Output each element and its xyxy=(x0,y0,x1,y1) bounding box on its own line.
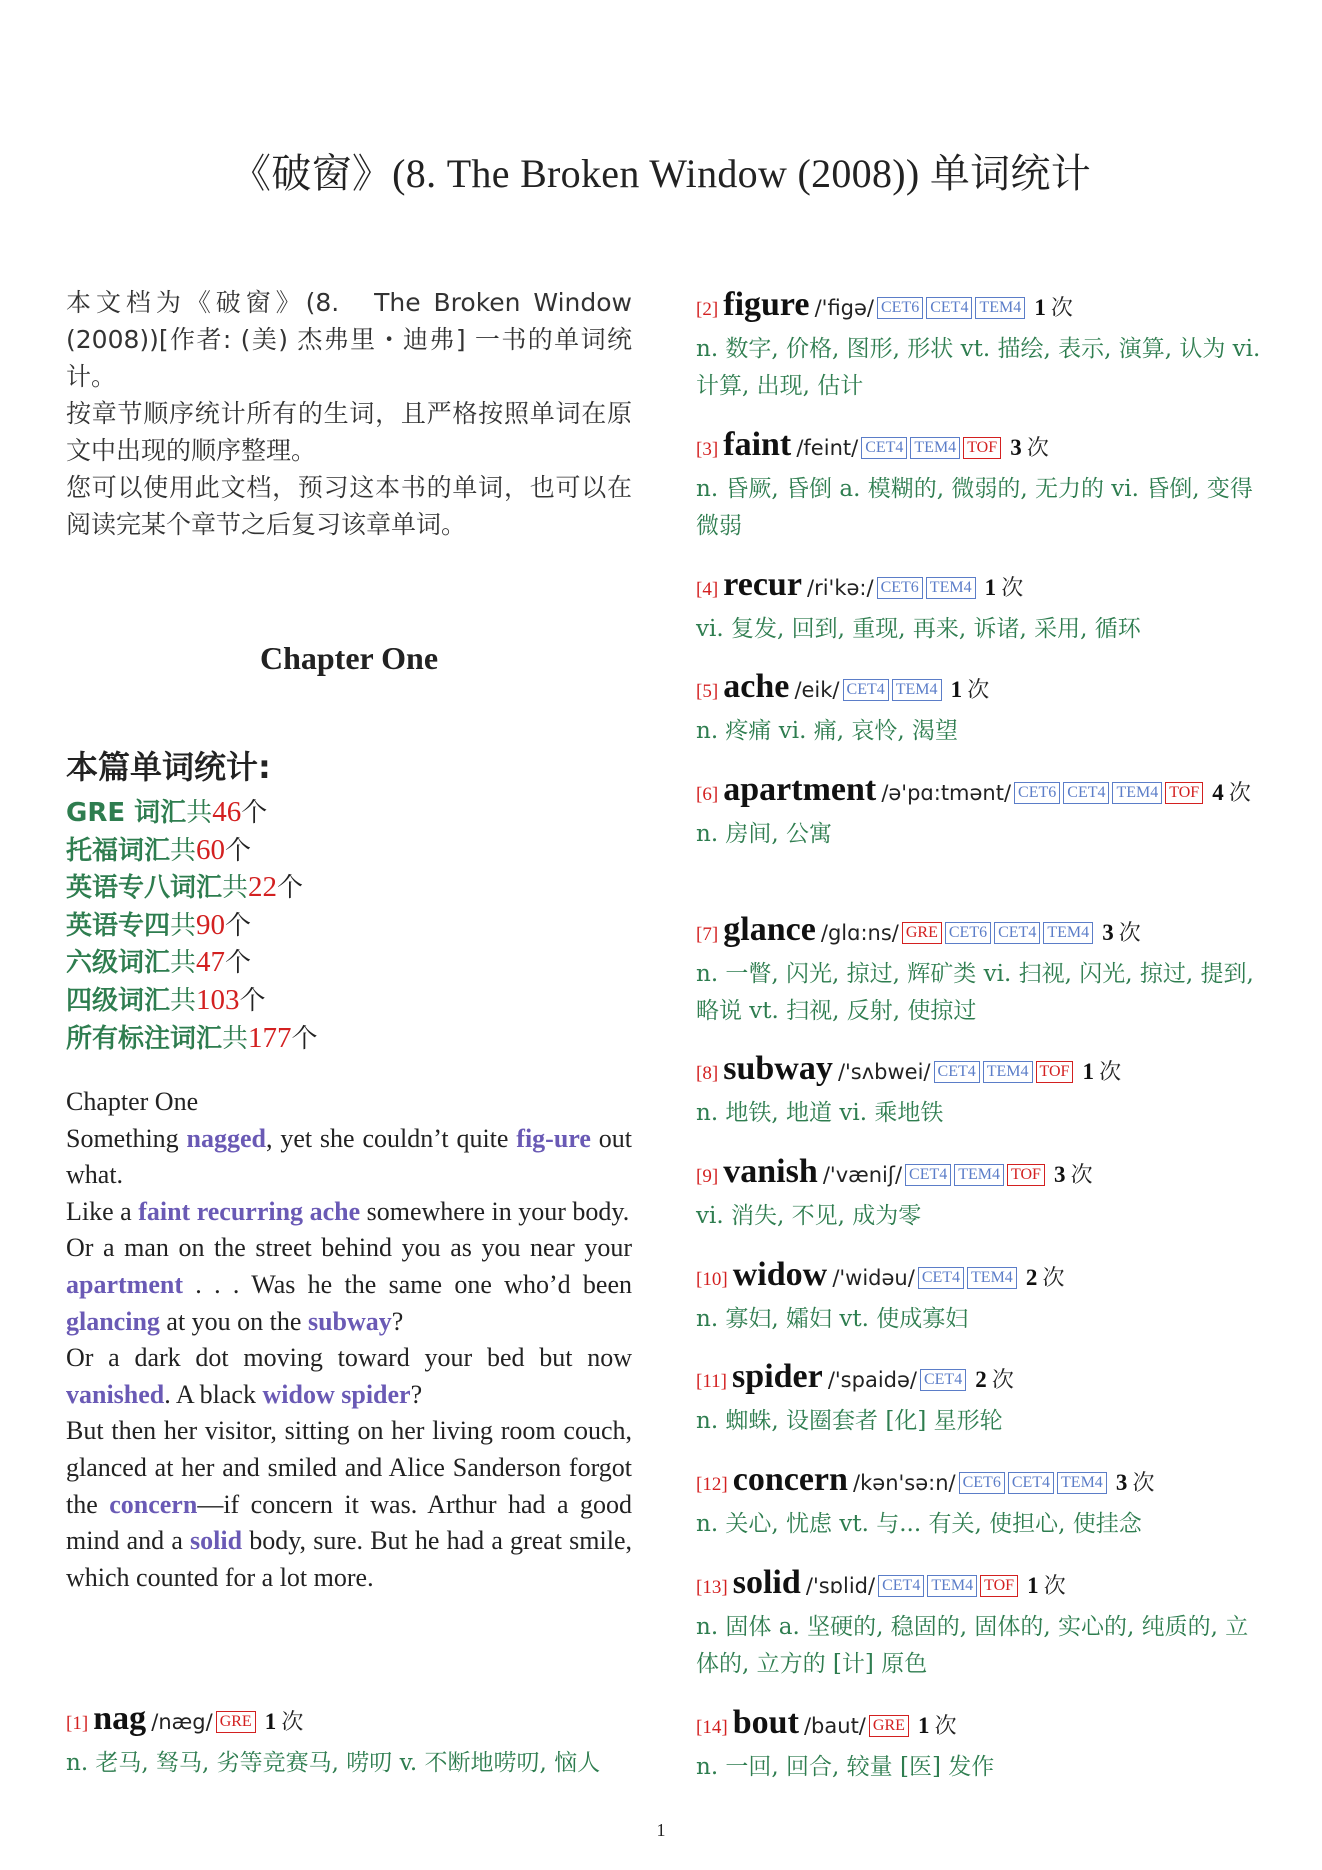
entry-count: 2 xyxy=(975,1367,987,1392)
vocab-entry xyxy=(696,1153,1266,1235)
highlight-word: ache xyxy=(309,1196,361,1226)
entry-phonetic: /kən'sə:n/ xyxy=(853,1471,956,1495)
entry-count-unit: 次 xyxy=(1099,1060,1122,1085)
entry-definition: n. 疼痛 vi. 痛, 哀怜, 渴望 xyxy=(696,718,958,744)
entry-index: [14] xyxy=(696,1717,728,1738)
entry-count-unit: 次 xyxy=(1132,1471,1155,1496)
stat-count: 46 xyxy=(212,796,242,828)
story-paragraph-3: Or a man on the street behind you as you near your apartment . . . Was he the same one who’d been glancing at you on the subway? xyxy=(66,1233,632,1336)
intro-paragraph-1: 本文档为《破窗》(8. The Broken Window (2008))[作者: (美) 杰弗里・迪弗] 一书的单词统计。 xyxy=(66,288,632,391)
entry-count: 3 xyxy=(1010,435,1022,460)
level-tag: CET4 xyxy=(878,1575,924,1597)
vocab-entry xyxy=(696,426,1266,545)
vocab-entry xyxy=(696,1461,1266,1543)
entry-count: 1 xyxy=(1027,1573,1039,1598)
stat-label: 所有标注词汇 xyxy=(66,1023,223,1054)
entry-word: subway xyxy=(723,1050,833,1087)
entry-definition: n. 固体 a. 坚硬的, 稳固的, 固体的, 实心的, 纯质的, 立体的, 立方的 [计] 原色 xyxy=(696,1614,1249,1677)
vocab-entry xyxy=(696,566,1266,648)
stat-suffix: 个 xyxy=(225,835,252,866)
stat-label: 英语专四 xyxy=(66,910,171,941)
vocab-entry xyxy=(696,286,1266,405)
highlight-word: solid xyxy=(190,1526,243,1556)
entry-phonetic: /eik/ xyxy=(794,678,840,702)
stat-suffix: 个 xyxy=(239,985,266,1016)
entry-count-unit: 次 xyxy=(281,1710,304,1735)
level-tag: CET4 xyxy=(918,1267,964,1289)
level-tag: TEM4 xyxy=(910,437,960,459)
entry-count: 3 xyxy=(1115,1470,1128,1495)
intro-paragraph-3: 您可以使用此文档，预习这本书的单词，也可以在阅读完某个章节之后复习该章单词。 xyxy=(66,473,632,539)
stat-count: 177 xyxy=(248,1021,292,1054)
stat-line xyxy=(66,982,632,1020)
entry-count: 1 xyxy=(1082,1059,1095,1084)
stat-count: 90 xyxy=(196,908,226,941)
entry-definition: n. 一瞥, 闪光, 掠过, 辉矿类 vi. 扫视, 闪光, 掠过, 提到, 略说 vt. 扫视, 反射, 使掠过 xyxy=(696,961,1254,1024)
level-tag: CET4 xyxy=(905,1164,951,1186)
stat-line xyxy=(66,832,632,870)
entry-count: 1 xyxy=(984,575,997,600)
stat-suffix: 个 xyxy=(291,1023,318,1054)
level-tag: CET6 xyxy=(1014,782,1060,804)
entry-word: solid xyxy=(732,1564,801,1601)
entry-index: [3] xyxy=(696,439,719,460)
entry-word: glance xyxy=(723,911,816,948)
vocab-entry xyxy=(696,1256,1266,1338)
level-tag: CET4 xyxy=(994,922,1040,944)
entry-phonetic: /feint/ xyxy=(796,436,859,460)
stat-label: 托福词汇 xyxy=(66,835,171,866)
entry-count-unit: 次 xyxy=(1026,436,1049,461)
level-tag: GRE xyxy=(869,1715,909,1737)
level-tag: CET4 xyxy=(920,1369,966,1391)
entry-count-unit: 次 xyxy=(1070,1163,1093,1188)
vocab-entry xyxy=(66,1700,636,1782)
highlight-word: recurring xyxy=(196,1196,304,1226)
intro-paragraph-2: 按章节顺序统计所有的生词，且严格按照单词在原文中出现的顺序整理。 xyxy=(66,399,632,465)
entry-count-unit: 次 xyxy=(1042,1266,1065,1291)
entry-phonetic: /'sɒlid/ xyxy=(805,1574,876,1598)
entry-phonetic: /baut/ xyxy=(803,1714,866,1738)
entry-count: 3 xyxy=(1102,920,1114,945)
entry-phonetic: /glɑ:ns/ xyxy=(820,921,899,945)
level-tag: TEM4 xyxy=(892,679,942,701)
level-tag: GRE xyxy=(216,1711,256,1733)
stat-count: 22 xyxy=(248,871,278,904)
entry-phonetic: /'figə/ xyxy=(814,296,874,320)
stat-line xyxy=(66,869,632,907)
stat-label: 四级词汇 xyxy=(66,985,171,1016)
level-tag: TEM4 xyxy=(967,1267,1017,1289)
stat-label: 六级词汇 xyxy=(66,948,171,979)
stat-line xyxy=(66,907,632,945)
story-paragraph-1: Something nagged, yet she couldn’t quite fig-ure out what. xyxy=(66,1123,632,1190)
entry-count-unit: 次 xyxy=(934,1714,957,1739)
entry-phonetic: /'spaidə/ xyxy=(827,1368,917,1392)
highlight-word: spider xyxy=(341,1379,411,1409)
entry-index: [4] xyxy=(696,579,719,600)
highlight-word: apartment xyxy=(66,1269,183,1299)
stat-mid: 共 xyxy=(170,985,197,1016)
entry-count: 1 xyxy=(1034,295,1046,320)
stat-suffix: 个 xyxy=(225,910,252,941)
chapter-heading: Chapter One xyxy=(259,640,439,676)
entry-count-unit: 次 xyxy=(991,1368,1014,1393)
entry-count: 4 xyxy=(1212,780,1224,805)
vocab-entry xyxy=(696,1564,1266,1683)
level-tag: TEM4 xyxy=(954,1164,1004,1186)
level-tag: CET6 xyxy=(877,577,923,599)
level-tag: TEM4 xyxy=(1043,922,1093,944)
level-tag: GRE xyxy=(902,922,942,944)
stat-count: 60 xyxy=(196,833,226,866)
highlight-word: nagged xyxy=(186,1123,266,1153)
entry-word: figure xyxy=(723,286,810,323)
page-number: 1 xyxy=(656,1820,666,1840)
level-tag: CET4 xyxy=(1008,1472,1054,1494)
stat-suffix: 个 xyxy=(277,873,304,904)
entry-definition: n. 数字, 价格, 图形, 形状 vt. 描绘, 表示, 演算, 认为 vi. 计算, 出现, 估计 xyxy=(696,336,1261,399)
entry-phonetic: /ə'pɑ:tmənt/ xyxy=(881,781,1012,805)
stats-heading: 本篇单词统计: xyxy=(66,748,271,786)
highlight-word: subway xyxy=(307,1306,392,1336)
entry-word: ache xyxy=(723,668,790,705)
highlight-word: vanished xyxy=(66,1379,165,1409)
stat-mid: 共 xyxy=(186,798,213,828)
entry-index: [10] xyxy=(696,1269,728,1290)
level-tag: CET4 xyxy=(1063,782,1109,804)
vocab-entry xyxy=(696,668,1266,750)
stat-mid: 共 xyxy=(170,948,197,979)
story-paragraph-4: Or a dark dot moving toward your bed but now vanished. A black widow spider? xyxy=(66,1343,632,1409)
entry-count-unit: 次 xyxy=(1001,576,1024,601)
entry-definition: n. 老马, 驽马, 劣等竞赛马, 唠叨 v. 不断地唠叨, 恼人 xyxy=(66,1750,601,1776)
stat-line xyxy=(66,794,632,832)
stat-label: 英语专八词汇 xyxy=(66,873,223,904)
story-paragraph-5: But then her visitor, sitting on her living room couch, glanced at her and smiled and Alice Sanderson forgot the concern—if concern it was. Arthur had a good mind and a solid body, sure. But he had a great smile, which counted for a lot more. xyxy=(66,1416,632,1592)
entry-definition: n. 寡妇, 孀妇 vt. 使成寡妇 xyxy=(696,1306,969,1332)
entry-count: 1 xyxy=(917,1713,930,1738)
vocab-entry xyxy=(696,1050,1266,1132)
level-tag: TOF xyxy=(980,1575,1018,1597)
story-text xyxy=(66,1084,632,1596)
page-title: 《破窗》(8. The Broken Window (2008)) 单词统计 xyxy=(230,151,1092,196)
entry-count-unit: 次 xyxy=(1043,1574,1066,1599)
stat-count: 47 xyxy=(196,946,226,979)
entry-definition: n. 地铁, 地道 vi. 乘地铁 xyxy=(696,1100,944,1126)
entry-word: vanish xyxy=(723,1153,818,1190)
entry-index: [12] xyxy=(696,1474,728,1495)
level-tag: CET4 xyxy=(861,437,907,459)
entry-index: [1] xyxy=(66,1713,89,1734)
stat-mid: 共 xyxy=(170,910,197,941)
level-tag: CET4 xyxy=(926,297,972,319)
highlight-word: faint xyxy=(138,1196,191,1226)
entry-count-unit: 次 xyxy=(1118,921,1141,946)
entry-count: 3 xyxy=(1054,1162,1066,1187)
entry-index: [8] xyxy=(696,1063,719,1084)
entry-count: 2 xyxy=(1025,1265,1038,1290)
word-stats xyxy=(66,742,632,1057)
vocab-entry xyxy=(696,1704,1266,1786)
entry-definition: vi. 消失, 不见, 成为零 xyxy=(696,1203,922,1229)
level-tag: TEM4 xyxy=(927,1575,977,1597)
level-tag: CET6 xyxy=(945,922,991,944)
entry-phonetic: /'widəu/ xyxy=(832,1266,915,1290)
entry-word: nag xyxy=(93,1700,147,1737)
entry-definition: n. 昏厥, 昏倒 a. 模糊的, 微弱的, 无力的 vi. 昏倒, 变得微弱 xyxy=(696,476,1253,539)
stat-suffix: 个 xyxy=(241,798,268,828)
entry-count: 1 xyxy=(264,1709,277,1734)
vocab-entry xyxy=(696,1358,1266,1440)
stat-mid: 共 xyxy=(222,873,249,904)
vocab-entry xyxy=(696,771,1266,853)
highlight-word: fig-ure xyxy=(516,1123,591,1153)
level-tag: CET6 xyxy=(959,1472,1005,1494)
entry-definition: n. 关心, 忧虑 vt. 与... 有关, 使担心, 使挂念 xyxy=(696,1511,1142,1537)
entry-definition: n. 房间, 公寓 xyxy=(696,821,833,847)
level-tag: TOF xyxy=(1036,1061,1074,1083)
entry-phonetic: /næg/ xyxy=(151,1710,213,1734)
entry-count-unit: 次 xyxy=(1228,781,1251,806)
stat-count: 103 xyxy=(196,983,240,1016)
level-tag: TEM4 xyxy=(975,297,1025,319)
story-chapter-line: Chapter One xyxy=(66,1087,199,1116)
level-tag: TEM4 xyxy=(1057,1472,1107,1494)
entry-count-unit: 次 xyxy=(967,678,990,703)
entry-index: [13] xyxy=(696,1577,728,1598)
entry-index: [5] xyxy=(696,681,719,702)
entry-definition: n. 蜘蛛, 设圈套者 [化] 星形轮 xyxy=(696,1408,1003,1434)
stat-mid: 共 xyxy=(170,835,197,866)
vocab-entry xyxy=(696,911,1266,1030)
entry-word: recur xyxy=(723,566,802,603)
stat-suffix: 个 xyxy=(225,948,252,979)
level-tag: TOF xyxy=(963,437,1001,459)
stat-line xyxy=(66,1020,632,1058)
entry-count: 1 xyxy=(950,677,963,702)
stat-mid: 共 xyxy=(222,1023,249,1054)
stat-line xyxy=(66,944,632,982)
level-tag: TEM4 xyxy=(983,1061,1033,1083)
level-tag: TEM4 xyxy=(1112,782,1162,804)
entry-word: concern xyxy=(732,1461,848,1498)
intro-block xyxy=(66,284,632,543)
level-tag: TOF xyxy=(1165,782,1203,804)
level-tag: CET4 xyxy=(843,679,889,701)
entry-index: [6] xyxy=(696,784,719,805)
highlight-word: concern xyxy=(109,1489,198,1519)
entry-index: [7] xyxy=(696,924,719,945)
entry-word: widow xyxy=(732,1256,828,1293)
entry-phonetic: /'væniʃ/ xyxy=(822,1163,903,1187)
level-tag: CET4 xyxy=(934,1061,980,1083)
entry-definition: vi. 复发, 回到, 重现, 再来, 诉诸, 采用, 循环 xyxy=(696,616,1141,642)
entry-phonetic: /ri'kə:/ xyxy=(807,576,874,600)
entry-word: faint xyxy=(723,426,792,463)
level-tag: TEM4 xyxy=(926,577,976,599)
entry-definition: n. 一回, 回合, 较量 [医] 发作 xyxy=(696,1754,995,1780)
entry-index: [2] xyxy=(696,299,719,320)
entry-index: [9] xyxy=(696,1166,719,1187)
entry-index: [11] xyxy=(696,1371,727,1392)
entry-word: spider xyxy=(732,1358,823,1395)
level-tag: CET6 xyxy=(877,297,923,319)
highlight-word: glancing xyxy=(66,1306,160,1336)
stat-label: GRE 词汇 xyxy=(66,798,187,828)
entry-phonetic: /'sʌbwei/ xyxy=(837,1060,931,1084)
highlight-word: widow xyxy=(262,1379,335,1409)
entry-word: bout xyxy=(732,1704,799,1741)
entry-count-unit: 次 xyxy=(1050,296,1073,321)
level-tag: TOF xyxy=(1007,1164,1045,1186)
story-paragraph-2: Like a faint recurring ache somewhere in your body. xyxy=(66,1196,630,1226)
entry-word: apartment xyxy=(723,771,877,808)
